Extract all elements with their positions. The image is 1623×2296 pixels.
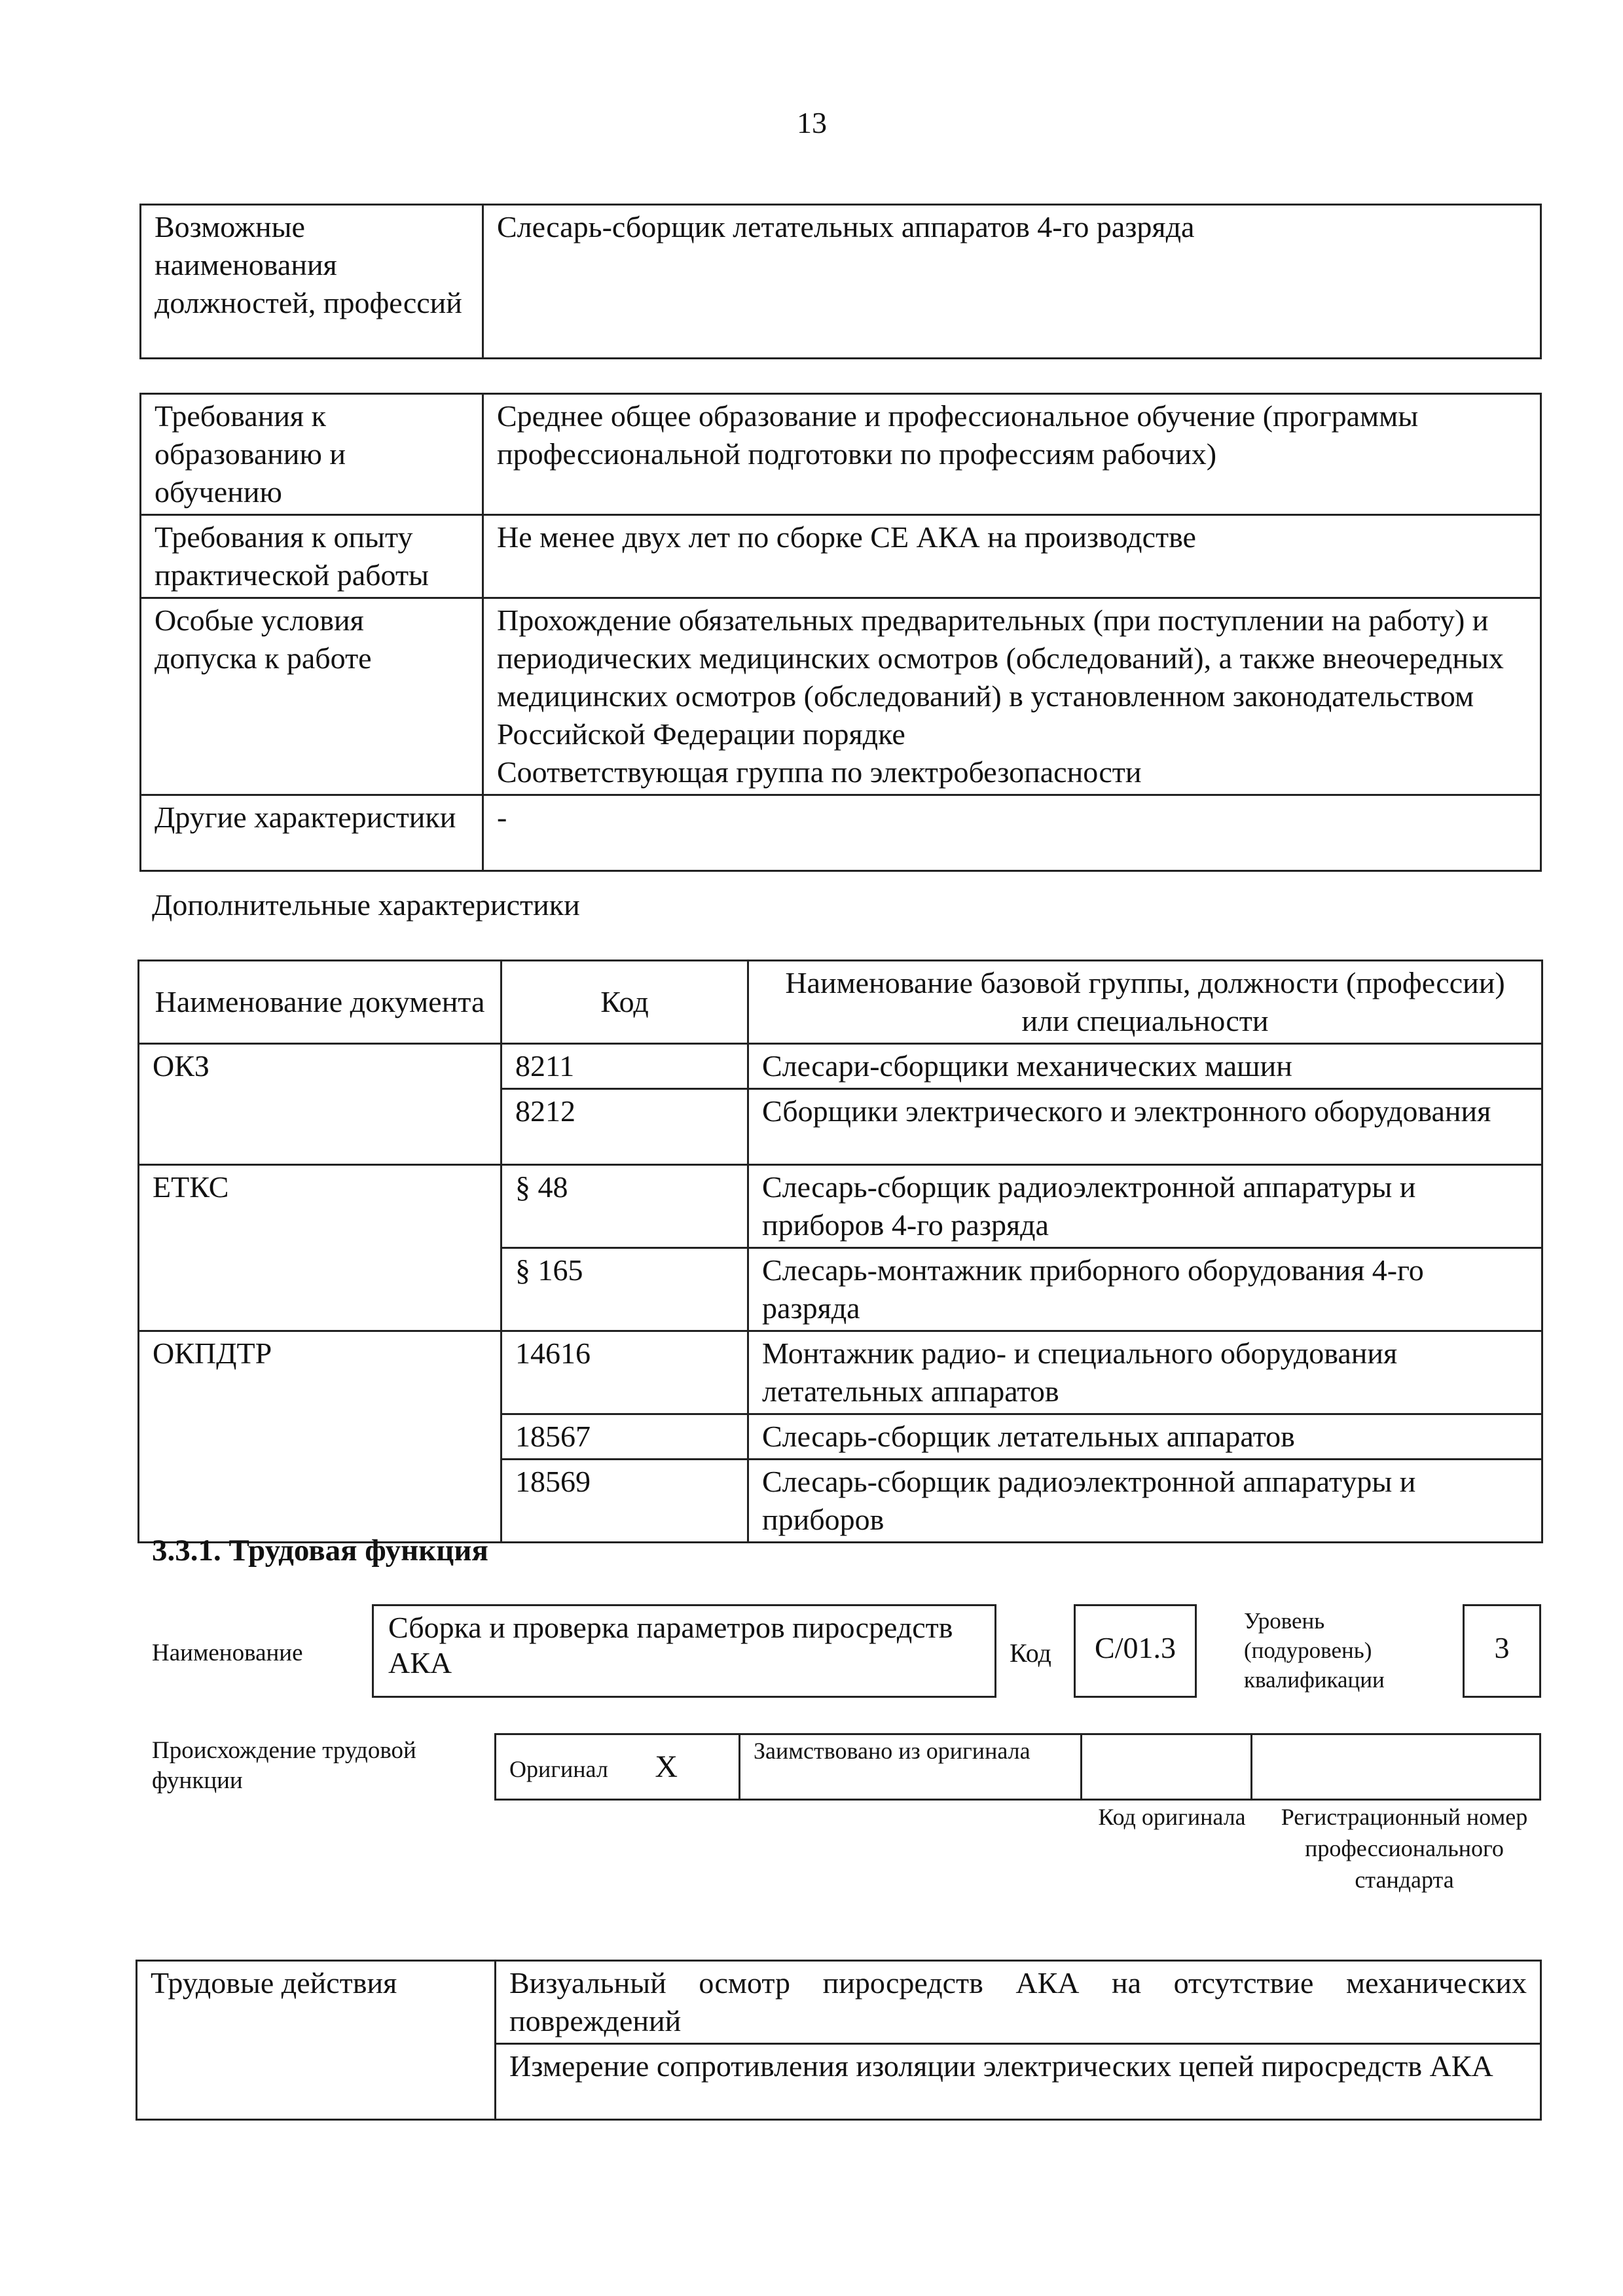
other-label: Другие характеристики	[141, 795, 483, 871]
header-name: Наименование базовой группы, должности (профессии) или специальности	[748, 961, 1542, 1044]
actions-table	[136, 1960, 1542, 2121]
table-cell-code: 8211	[501, 1044, 748, 1089]
header-document: Наименование документа	[139, 961, 501, 1044]
positions-label: Возможные наименования должностей, профессий	[141, 205, 483, 359]
table-cell-name: Монтажник радио- и специального оборудования летательных аппаратов	[748, 1331, 1542, 1414]
positions-value: Слесарь-сборщик летательных аппаратов 4-го разряда	[483, 205, 1541, 359]
table-cell-name: Слесарь-монтажник приборного оборудования 4-го разряда	[748, 1248, 1542, 1331]
function-heading: 3.3.1. Трудовая функция	[152, 1534, 488, 1568]
table-cell-code: § 165	[501, 1248, 748, 1331]
table-cell-code: 18569	[501, 1460, 748, 1543]
function-name-label: Наименование	[152, 1640, 303, 1666]
function-level-value: 3	[1494, 1631, 1510, 1664]
admission-label: Особые условия допуска к работе	[141, 598, 483, 795]
actions-label: Трудовые действия	[137, 1961, 496, 2120]
table-cell-name: Слесарь-сборщик летательных аппаратов	[748, 1414, 1542, 1460]
table-cell-name: Сборщики электрического и электронного оборудования	[748, 1089, 1542, 1165]
table-cell-code: 18567	[501, 1414, 748, 1460]
origin-original-mark: X	[655, 1749, 678, 1784]
function-level-box	[1463, 1604, 1541, 1698]
requirements-table	[139, 393, 1542, 872]
additional-table	[137, 960, 1543, 1543]
action-item: Визуальный осмотр пиросредств АКА на отсутствие механических повреждений	[496, 1961, 1541, 2044]
function-level-label: Уровень (подуровень) квалификации	[1244, 1608, 1385, 1693]
table-cell-name: Слесарь-сборщик радиоэлектронной аппаратуры и приборов 4-го разряда	[748, 1165, 1542, 1248]
table-cell-code: 14616	[501, 1331, 748, 1414]
doc-okpdtr: ОКПДТР	[139, 1331, 501, 1543]
table-cell-code: § 48	[501, 1165, 748, 1248]
other-value: -	[483, 795, 1541, 871]
education-value: Среднее общее образование и профессиональное обучение (программы профессиональной подготовки по профессиям рабочих)	[483, 394, 1541, 515]
origin-original-cell	[496, 1734, 740, 1800]
origin-borrowed-label: Заимствовано из оригинала	[740, 1734, 1082, 1800]
doc-etks: ЕТКС	[139, 1165, 501, 1331]
header-code: Код	[501, 961, 748, 1044]
origin-original-label: Оригинал	[509, 1755, 608, 1782]
admission-medical: Прохождение обязательных предварительных (при поступлении на работу) и периодических медицинских осмотров (обследований), а также внеочередных медицинских осмотров (обследований) в установленном законодательством Российской Федерации порядке	[497, 603, 1504, 751]
function-code-box	[1074, 1604, 1197, 1698]
origin-code-cell	[1082, 1734, 1252, 1800]
experience-label: Требования к опыту практической работы	[141, 515, 483, 598]
table-cell-name: Слесарь-сборщик радиоэлектронной аппаратуры и приборов	[748, 1460, 1542, 1543]
table-cell-code: 8212	[501, 1089, 748, 1165]
function-name-box	[372, 1604, 996, 1698]
admission-value	[483, 598, 1541, 795]
positions-table	[139, 204, 1542, 359]
admission-electrical: Соответствующая группа по электробезопасности	[497, 755, 1142, 789]
table-cell-name: Слесари-сборщики механических машин	[748, 1044, 1542, 1089]
function-name-value: Сборка и проверка параметров пиросредств АКА	[388, 1611, 953, 1679]
origin-reg-caption: Регистрационный номер профессионального стандарта	[1281, 1804, 1528, 1893]
doc-okz: ОКЗ	[139, 1044, 501, 1165]
origin-label: Происхождение трудовой функции	[152, 1737, 416, 1794]
experience-value: Не менее двух лет по сборке СЕ АКА на производстве	[483, 515, 1541, 598]
function-code-value: C/01.3	[1095, 1631, 1176, 1664]
origin-table	[494, 1733, 1541, 1801]
page-number: 13	[797, 106, 827, 139]
education-label: Требования к образованию и обучению	[141, 394, 483, 515]
function-code-label: Код	[1010, 1638, 1051, 1668]
additional-title: Дополнительные характеристики	[152, 888, 580, 922]
action-item: Измерение сопротивления изоляции электрических цепей пиросредств АКА	[496, 2044, 1541, 2120]
origin-code-caption: Код оригинала	[1098, 1804, 1246, 1830]
origin-reg-cell	[1252, 1734, 1541, 1800]
